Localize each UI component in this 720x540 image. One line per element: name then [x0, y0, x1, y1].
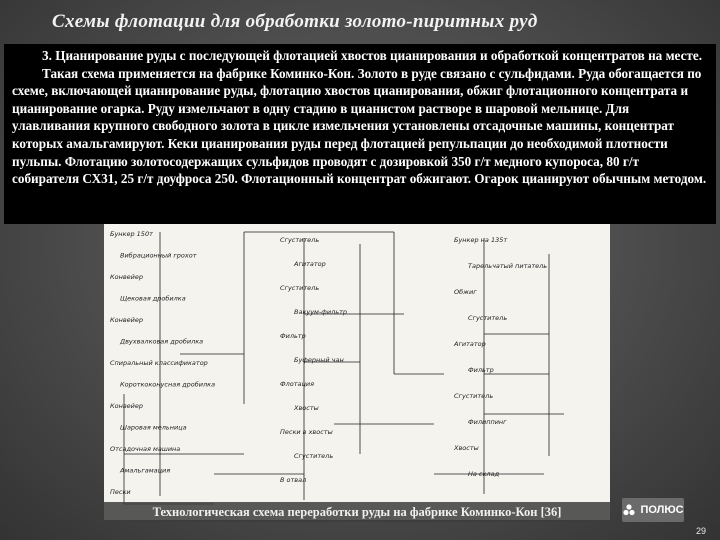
- flowsheet-label: Агитатор: [294, 260, 326, 268]
- flowsheet-label: Хвосты: [294, 404, 319, 412]
- flowsheet-label: Филиппинг: [468, 418, 507, 426]
- flowsheet-label: Короткоконусная дробилка: [120, 380, 216, 389]
- logo-text: ПОЛЮС: [640, 504, 684, 516]
- flowsheet-diagram: [104, 224, 610, 520]
- column-2-labels: [280, 236, 347, 484]
- column-1-labels: [110, 230, 215, 496]
- flowsheet-label: Бункер 150т: [110, 230, 153, 238]
- flowsheet-label: Сгуститель: [280, 236, 320, 244]
- flowsheet-label: Фильтр: [468, 366, 494, 374]
- flowsheet-label: Сгуститель: [294, 452, 334, 460]
- page-number: 29: [695, 526, 706, 536]
- logo-mark-icon: [622, 503, 636, 517]
- body-paragraph: Такая схема применяется на фабрике Коминко-Кон. Золото в руде связано с сульфидами. Руда обогащается по схеме, включающей цианирование руды, флотацию хвостов цианирования, обжиг флотационного концентрата и цианирование огарка. Руду измельчают в одну стадию в цианистом растворе в шаровой мельнице. Для улавливания крупного свободного золота в цикле измельчения установлены отсадочные машины, концентрат которых амальгамируют. Кеки цианирования руды перед флотацией репульпации до необходимой плотности пульпы. Флотацию золотосодержащих сульфидов проводят с дозировкой 350 г/т медного купороса, 80 г/т собирателя СХ31, 25 г/т доуфроса 250. Флотационный концентрат обжигают. Огарок цианируют обычным методом.: [12, 65, 707, 187]
- flowsheet-label: Сгуститель: [468, 314, 508, 322]
- flowsheet-label: Вакуум-фильтр: [294, 308, 347, 316]
- flowsheet-label: На склад: [468, 470, 500, 478]
- flowsheet-label: Сгуститель: [454, 392, 494, 400]
- flowsheet-label: Спиральный классификатор: [110, 359, 208, 367]
- flowsheet-label: Флотация: [280, 380, 315, 388]
- flowsheet-label: Амальгамация: [120, 466, 171, 475]
- flowsheet-label: Бункер на 135т: [454, 236, 508, 244]
- flowsheet-label: Вибрационный грохот: [120, 251, 197, 260]
- text-block: [4, 44, 716, 224]
- flowsheet-label: Шаровая мельница: [120, 423, 187, 432]
- flowsheet-label: Отсадочная машина: [110, 445, 181, 453]
- flowsheet-label: Сгуститель: [280, 284, 320, 292]
- flowsheet-label: Буферный чан: [294, 356, 344, 364]
- column-3-labels: [453, 236, 547, 478]
- heading-paragraph: 3. Цианирование руды с последующей флотацией хвостов цианирования и обработкой концентратов на месте.: [42, 48, 703, 63]
- flowsheet-label: Фильтр: [280, 332, 306, 340]
- flowsheet-label: Обжиг: [454, 288, 477, 296]
- flowsheet-label: Пески в хвосты: [280, 428, 333, 436]
- figure-caption: Технологическая схема переработки руды на фабрике Коминко-Кон [36]: [104, 502, 610, 522]
- flowsheet-label: Конвейер: [110, 316, 144, 324]
- company-logo: [622, 498, 684, 522]
- slide-title: Схемы флотации для обработки золото-пиритных руд: [52, 11, 538, 32]
- flowsheet-label: Двухвалковая дробилка: [120, 337, 204, 346]
- flowsheet-label: Конвейер: [110, 273, 144, 281]
- flowsheet-svg: [104, 224, 610, 520]
- flowsheet-label: В отвал: [280, 476, 307, 484]
- flowsheet-label: Агитатор: [454, 340, 486, 348]
- flowsheet-label: Тарельчатый питатель: [468, 262, 548, 270]
- flowsheet-label: Пески: [110, 488, 131, 496]
- flowsheet-label: Щековая дробилка: [120, 294, 186, 303]
- flowsheet-label: Хвосты: [454, 444, 479, 452]
- flowsheet-label: Конвейер: [110, 402, 144, 410]
